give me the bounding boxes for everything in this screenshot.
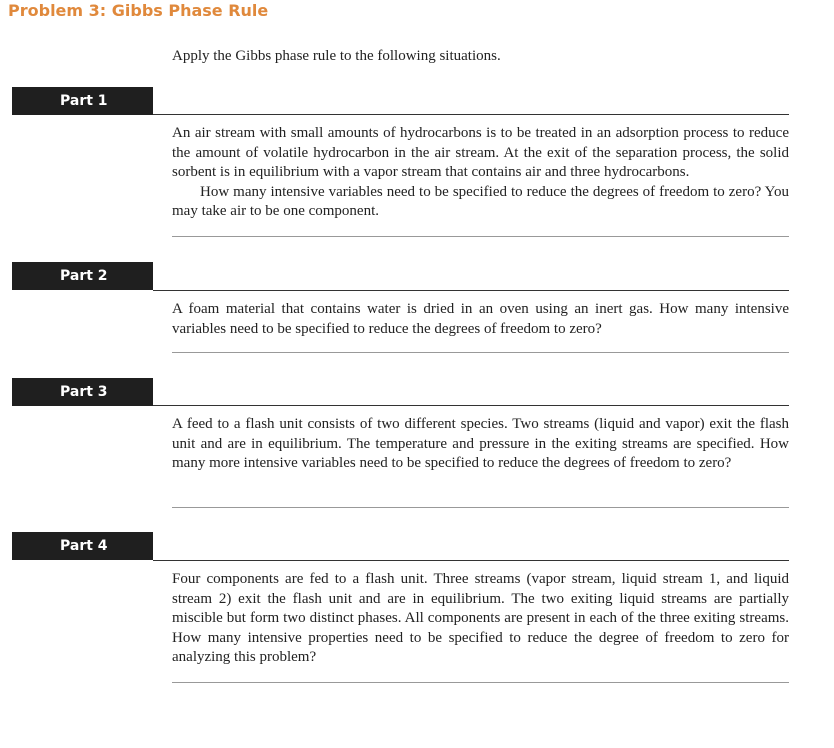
part-2-question: A foam material that contains water is dried in an oven using an inert gas. How many intensive variables need to be specified to reduce the degrees of freedom to zero? bbox=[172, 301, 789, 337]
part-4-label: Part 4 bbox=[12, 532, 153, 560]
problem-title: Problem 3: Gibbs Phase Rule bbox=[8, 1, 269, 20]
part-4-bottom-rule bbox=[172, 682, 789, 683]
part-3-label: Part 3 bbox=[12, 378, 153, 406]
part-1-text-continued: How many intensive variables need to be specified to reduce the degrees of freedom to zero? You may take air to be one component. bbox=[172, 183, 789, 219]
part-4-question: Four components are fed to a flash unit. Three streams (vapor stream, liquid stream 1, and liquid stream 2) exit the flash unit and are in equilibrium. The two exiting liquid streams are partially miscible but form two distinct phases. All components are present in each of the three exiting streams. How many intensive properties need to be specified to reduce the degree of freedom to zero for analyzing this problem? bbox=[172, 571, 789, 665]
part-2-label: Part 2 bbox=[12, 262, 153, 290]
part-3-question: A feed to a flash unit consists of two different species. Two streams (liquid and vapor) exit the flash unit and are in equilibrium. The temperature and pressure in the exiting streams are specified. How many more intensive variables need to be specified to reduce the degrees of freedom to zero? bbox=[172, 416, 789, 471]
part-2-top-rule bbox=[153, 290, 789, 291]
intro-text: Apply the Gibbs phase rule to the following situations. bbox=[172, 48, 501, 64]
part-2-bottom-rule bbox=[172, 352, 789, 353]
part-4-top-rule bbox=[153, 560, 789, 561]
part-1-label: Part 1 bbox=[12, 87, 153, 115]
part-3-top-rule bbox=[153, 405, 789, 406]
part-1-text: An air stream with small amounts of hydrocarbons is to be treated in an adsorption process to reduce the amount of volatile hydrocarbon in the air stream. At the exit of the separation process, the solid sorbent is in equilibrium with a vapor stream that contains air and three hydrocarbons. bbox=[172, 125, 789, 180]
part-1-top-rule bbox=[153, 114, 789, 115]
part-1-bottom-rule bbox=[172, 236, 789, 237]
part-1-question bbox=[172, 124, 789, 222]
part-3-bottom-rule bbox=[172, 507, 789, 508]
